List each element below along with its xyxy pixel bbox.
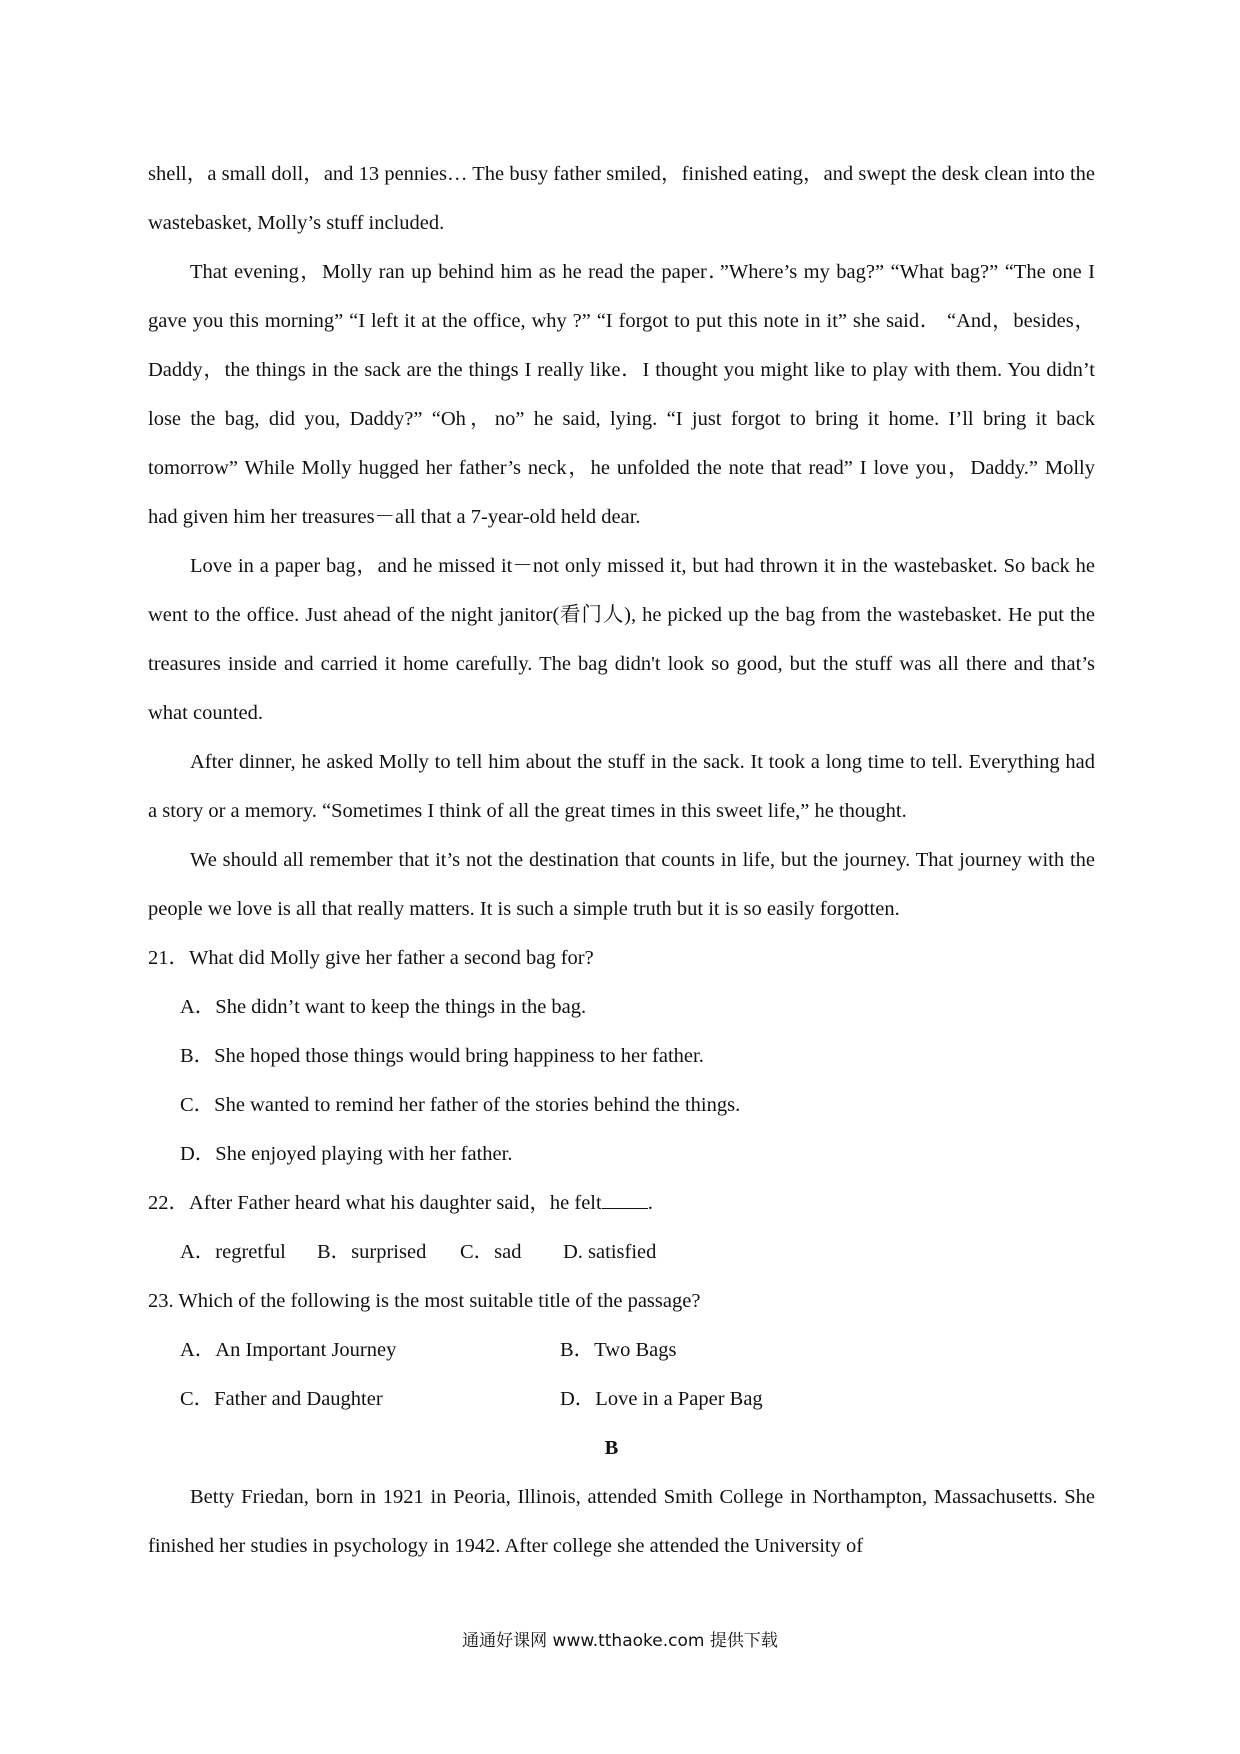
question-stem: 21．What did Molly give her father a second bag for? — [148, 947, 594, 969]
answer-blank — [602, 1190, 648, 1209]
question-stem-text: 22．After Father heard what his daughter said，he felt — [148, 1192, 602, 1214]
option-a: A．An Important Journey — [180, 1339, 397, 1361]
options-grid — [180, 1326, 1095, 1424]
option-c: C．sad — [460, 1241, 522, 1263]
option-d: D．She enjoyed playing with her father. — [180, 1143, 513, 1165]
question-23 — [148, 1277, 1095, 1424]
question-stem-end: . — [647, 1192, 653, 1214]
option-c: C．Father and Daughter — [180, 1388, 383, 1410]
question-22 — [148, 1179, 1095, 1277]
options-row — [180, 1228, 1095, 1277]
option-a: A．She didn’t want to keep the things in the bag. — [180, 996, 587, 1018]
option-d: D．Love in a Paper Bag — [560, 1388, 763, 1410]
page-footer: 通通好课网 www.tthaoke.com 提供下载 — [462, 1631, 778, 1651]
option-b: B．surprised — [317, 1241, 427, 1263]
question-stem — [148, 1179, 1095, 1228]
passage-paragraph-5: We should all remember that it’s not the destination that counts in life, but the journey. That journey with the people we love is all that really matters. It is such a simple truth but it is so easily forgotten. — [148, 849, 1095, 920]
option-d: D. satisfied — [563, 1241, 657, 1263]
passage-paragraph-3: Love in a paper bag，and he missed it－not only missed it, but had thrown it in the wastebasket. So back he went to the office. Just ahead of the night janitor(看门人), he picked up the bag from the wastebasket. He put the treasures inside and carried it home carefully. The bag didn't look so good, but the stuff was all there and that’s what counted. — [148, 555, 1095, 724]
passage-paragraph-4: After dinner, he asked Molly to tell him about the stuff in the sack. It took a long time to tell. Everything had a story or a memory. “Sometimes I think of all the great times in this sweet life,” he thought. — [148, 751, 1095, 822]
option-b: B．Two Bags — [560, 1339, 677, 1361]
question-21 — [148, 934, 1095, 1179]
option-c: C．She wanted to remind her father of the stories behind the things. — [180, 1094, 741, 1116]
passage-paragraph-2: That evening，Molly ran up behind him as he read the paper．”Where’s my bag?” “What bag?” “The one I gave you this morning” “I left it at the office, why ?” “I forgot to put this note in it” she said． “And，besides，Daddy，the things in the sack are the things I really like．I thought you might like to play with them. You didn’t lose the bag, did you, Daddy?” “Oh，no” he said, lying. “I just forgot to bring it home. I’ll bring it back tomorrow” While Molly hugged her father’s neck，he unfolded the note that read” I love you，Daddy.” Molly had given him her treasures－all that a 7-year-old held dear. — [148, 261, 1095, 528]
passage-paragraph-1: shell，a small doll，and 13 pennies… The busy father smiled，finished eating，and swept the desk clean into the wastebasket, Molly’s stuff included. — [148, 163, 1095, 234]
section-b-paragraph: Betty Friedan, born in 1921 in Peoria, Illinois, attended Smith College in Northampton, Massachusetts. She finished her studies in psychology in 1942. After college she attended the University of — [148, 1486, 1095, 1557]
section-heading-b: B — [604, 1437, 619, 1459]
question-stem: 23. Which of the following is the most suitable title of the passage? — [148, 1290, 701, 1312]
option-a: A．regretful — [180, 1241, 286, 1263]
document-page — [148, 150, 1095, 1571]
option-b: B．She hoped those things would bring happiness to her father. — [180, 1045, 704, 1067]
